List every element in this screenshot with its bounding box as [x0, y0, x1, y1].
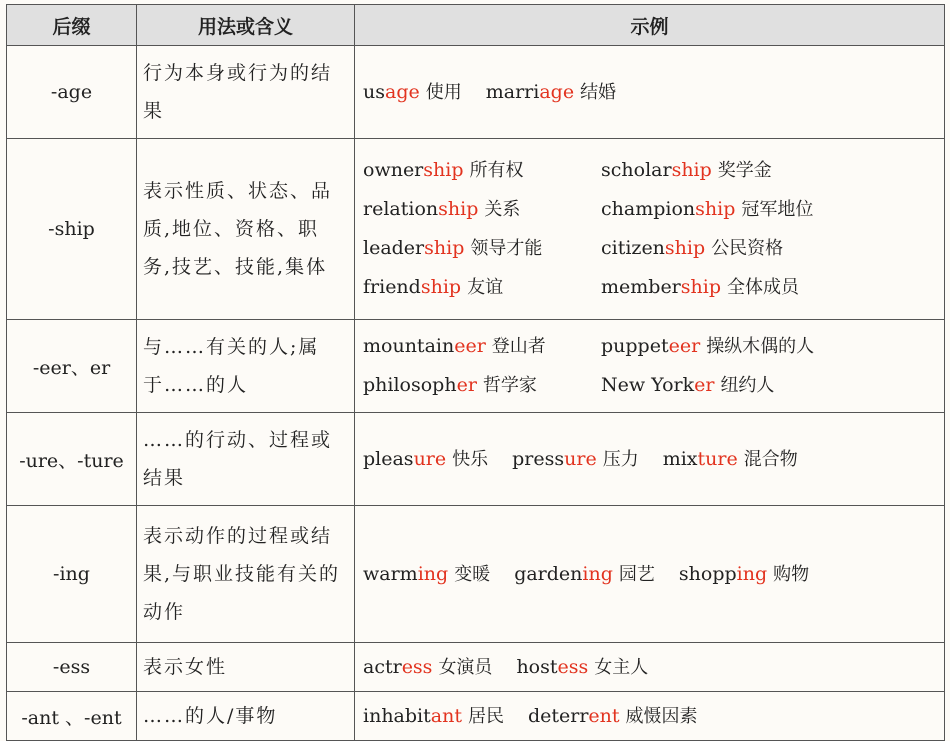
- example-item: [486, 73, 616, 112]
- examples-cell: [355, 320, 945, 413]
- chinese-meaning: 使用: [425, 81, 462, 103]
- usage-cell: 表示动作的过程或结果,与职业技能有关的动作: [137, 506, 355, 643]
- word-stem: member: [601, 276, 681, 298]
- chinese-meaning: 关系: [484, 199, 521, 220]
- word-suffix: ess: [557, 655, 589, 678]
- usage-cell: ……的人/事物: [137, 692, 355, 741]
- example-item: [363, 366, 601, 405]
- word-suffix: ship: [438, 198, 479, 220]
- word-stem: philosoph: [363, 374, 457, 396]
- usage-cell: 与……有关的人;属于……的人: [137, 320, 355, 413]
- chinese-meaning: 登山者: [491, 336, 546, 357]
- example-item: [512, 440, 639, 479]
- word-suffix: ure: [413, 447, 447, 470]
- word-stem: owner: [363, 159, 424, 181]
- chinese-meaning: 奖学金: [717, 160, 772, 181]
- word-stem: citizen: [601, 237, 665, 259]
- chinese-meaning: 冠军地位: [741, 199, 814, 220]
- word-suffix: ship: [680, 276, 722, 298]
- example-item: [601, 151, 936, 190]
- word-stem: inhabit: [363, 704, 431, 727]
- example-item: [363, 73, 462, 112]
- word-stem: New York: [601, 374, 695, 396]
- usage-cell: 行为本身或行为的结果: [137, 46, 355, 139]
- word-stem: puppet: [601, 335, 669, 357]
- word-suffix: ture: [697, 447, 738, 470]
- example-item: [514, 555, 655, 594]
- word-stem: friend: [363, 276, 421, 298]
- word-stem: marri: [485, 80, 540, 103]
- header-suffix: 后缀: [7, 5, 137, 46]
- chinese-meaning: 园艺: [618, 563, 655, 585]
- suffix-cell: -ant 、-ent: [7, 692, 137, 741]
- word-suffix: ing: [736, 562, 768, 585]
- word-stem: mountain: [363, 335, 455, 357]
- chinese-meaning: 威慑因素: [625, 705, 698, 727]
- example-item: [516, 648, 648, 687]
- word-suffix: ship: [420, 276, 462, 298]
- chinese-meaning: 纽约人: [720, 375, 775, 396]
- examples-cell: [355, 506, 945, 643]
- word-suffix: ship: [423, 159, 464, 181]
- example-item: [663, 440, 798, 479]
- word-stem: relation: [363, 198, 439, 220]
- word-stem: host: [516, 655, 558, 678]
- suffix-cell: -ing: [7, 506, 137, 643]
- usage-cell: 表示女性: [137, 643, 355, 692]
- word-suffix: er: [694, 374, 715, 396]
- example-item: [363, 229, 601, 268]
- chinese-meaning: 购物: [773, 563, 810, 585]
- chinese-meaning: 公民资格: [711, 238, 784, 259]
- table-body: [7, 46, 945, 741]
- examples-list: [363, 697, 936, 736]
- word-stem: shopp: [678, 562, 737, 585]
- example-item: [363, 555, 490, 594]
- examples-list: [363, 73, 936, 112]
- example-item: [363, 697, 504, 736]
- chinese-meaning: 居民: [467, 705, 504, 727]
- word-suffix: ess: [401, 655, 433, 678]
- example-item: [363, 151, 601, 190]
- table-row: [7, 643, 945, 692]
- chinese-meaning: 快乐: [452, 448, 489, 470]
- suffix-table: [6, 4, 945, 741]
- word-suffix: ship: [671, 159, 712, 181]
- word-stem: mix: [662, 447, 698, 470]
- chinese-meaning: 哲学家: [482, 375, 537, 396]
- examples-cell: [355, 692, 945, 741]
- examples-cell: [355, 413, 945, 506]
- header-usage: 用法或含义: [137, 5, 355, 46]
- chinese-meaning: 女主人: [594, 656, 649, 678]
- example-item: [601, 327, 936, 366]
- word-stem: us: [363, 80, 385, 103]
- table-row: [7, 320, 945, 413]
- chinese-meaning: 变暖: [454, 563, 491, 585]
- header-examples: 示例: [355, 5, 945, 46]
- example-item: [601, 268, 936, 307]
- word-suffix: ship: [424, 237, 465, 259]
- chinese-meaning: 结婚: [580, 81, 617, 103]
- chinese-meaning: 操纵木偶的人: [706, 336, 815, 357]
- word-stem: scholar: [601, 159, 672, 181]
- examples-list: [363, 648, 936, 687]
- word-suffix: ing: [582, 562, 613, 585]
- examples-list: [363, 440, 936, 479]
- word-suffix: ing: [417, 562, 449, 585]
- example-item: [601, 190, 936, 229]
- examples-cell: [355, 139, 945, 320]
- word-stem: warm: [363, 562, 418, 585]
- word-stem: leader: [363, 237, 425, 259]
- examples-list: [363, 327, 936, 405]
- usage-cell: ……的行动、过程或结果: [137, 413, 355, 506]
- example-item: [528, 697, 698, 736]
- table-row: [7, 139, 945, 320]
- word-suffix: age: [539, 80, 575, 103]
- chinese-meaning: 全体成员: [727, 277, 800, 298]
- word-suffix: age: [385, 80, 420, 103]
- example-item: [363, 268, 601, 307]
- example-item: [363, 440, 488, 479]
- table-row: [7, 506, 945, 643]
- chinese-meaning: 女演员: [438, 656, 493, 678]
- word-suffix: er: [456, 374, 477, 396]
- examples-list: [363, 555, 936, 594]
- word-suffix: ship: [695, 198, 736, 220]
- example-item: [363, 648, 492, 687]
- word-stem: garden: [514, 562, 583, 585]
- word-stem: deterr: [527, 704, 589, 727]
- word-stem: pleas: [363, 447, 414, 470]
- usage-cell: 表示性质、状态、品质,地位、资格、职务,技艺、技能,集体: [137, 139, 355, 320]
- table-row: [7, 46, 945, 139]
- word-suffix: ant: [430, 704, 462, 727]
- chinese-meaning: 压力: [602, 448, 639, 470]
- table-row: [7, 413, 945, 506]
- word-stem: champion: [601, 198, 696, 220]
- suffix-cell: -ure、-ture: [7, 413, 137, 506]
- examples-list: [363, 151, 936, 307]
- chinese-meaning: 混合物: [743, 448, 798, 470]
- word-suffix: eer: [668, 335, 701, 357]
- table-row: [7, 692, 945, 741]
- examples-cell: [355, 643, 945, 692]
- example-item: [363, 190, 601, 229]
- word-suffix: ent: [588, 704, 620, 727]
- word-suffix: ship: [664, 237, 706, 259]
- suffix-cell: -eer、er: [7, 320, 137, 413]
- example-item: [363, 327, 601, 366]
- chinese-meaning: 所有权: [469, 160, 524, 181]
- word-suffix: eer: [454, 335, 486, 357]
- example-item: [601, 366, 936, 405]
- chinese-meaning: 领导才能: [470, 238, 543, 259]
- suffix-cell: -age: [7, 46, 137, 139]
- suffix-cell: -ship: [7, 139, 137, 320]
- chinese-meaning: 友谊: [467, 277, 504, 298]
- word-suffix: ure: [564, 447, 597, 470]
- suffix-cell: -ess: [7, 643, 137, 692]
- word-stem: press: [512, 447, 565, 470]
- word-stem: actr: [363, 655, 402, 678]
- example-item: [601, 229, 936, 268]
- header-row: [7, 5, 945, 46]
- example-item: [679, 555, 809, 594]
- examples-cell: [355, 46, 945, 139]
